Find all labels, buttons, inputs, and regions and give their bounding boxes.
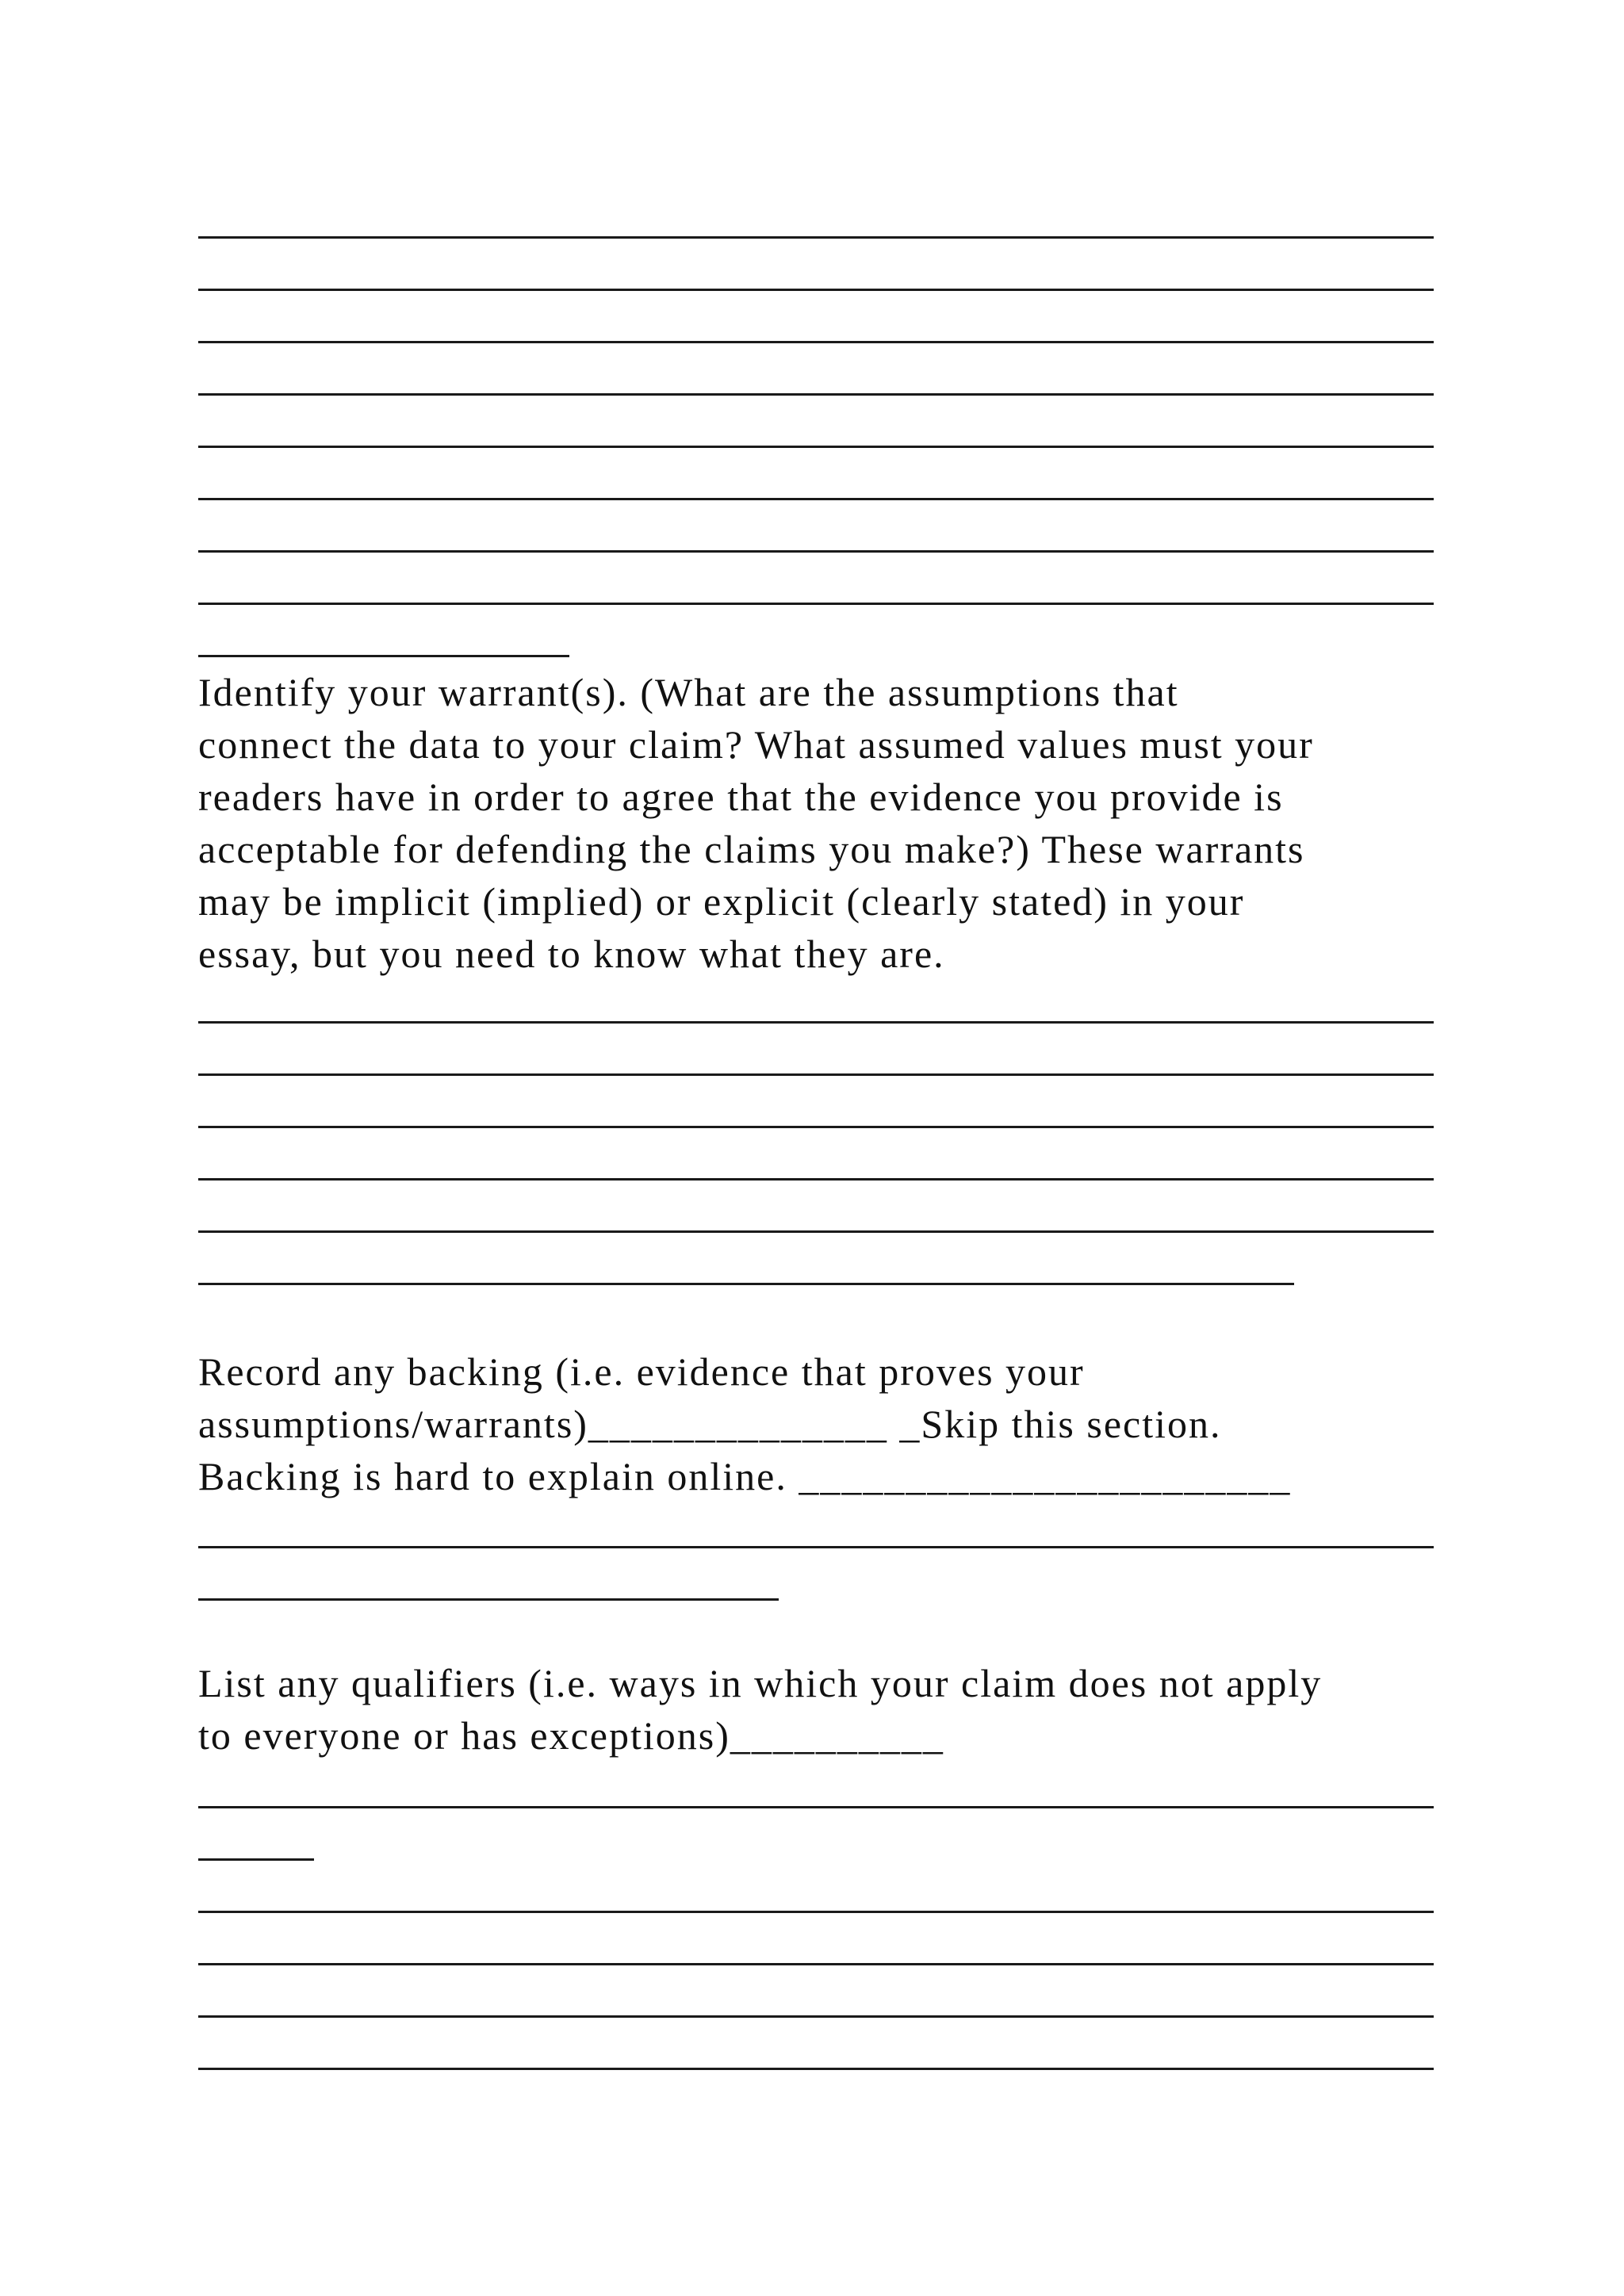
- answer-line: [198, 1230, 1434, 1233]
- answer-line: [198, 289, 1434, 291]
- answer-line: [198, 1178, 1434, 1181]
- answer-line: [198, 446, 1434, 448]
- answer-line: [198, 1911, 1434, 1913]
- answer-line: [198, 550, 1434, 553]
- answer-line: [198, 236, 1434, 239]
- answer-line: [198, 1963, 1434, 1965]
- backing-prompt: Record any backing (i.e. evidence that proves your assumptions/warrants)______________ _Skip this section. Backing is hard to explain online. _______________________: [198, 1349, 1292, 1498]
- qualifiers-prompt: List any qualifiers (i.e. ways in which your claim does not apply to everyone or has exceptions)__________: [198, 1661, 1323, 1758]
- answer-line: [198, 498, 1434, 500]
- answer-line: [198, 2068, 1434, 2070]
- answer-line: [198, 603, 1434, 605]
- answer-line: [198, 1598, 779, 1601]
- answer-line: [198, 393, 1434, 396]
- answer-line: [198, 1858, 314, 1861]
- answer-line: [198, 655, 569, 657]
- answer-line: [198, 341, 1434, 343]
- answer-line: [198, 2015, 1434, 2018]
- warrant-prompt: Identify your warrant(s). (What are the assumptions that connect the data to your claim? What assumed values must your readers have in order to agree that the evidence you provide is acceptable for defending the claims you make?) These warrants may be implicit (implied) or explicit (clearly stated) in your essay, but you need to know what they are.: [198, 670, 1314, 976]
- answer-line: [198, 1073, 1434, 1076]
- answer-line: [198, 1283, 1294, 1285]
- answer-line: [198, 1806, 1434, 1808]
- answer-line: [198, 1546, 1434, 1548]
- answer-line: [198, 1126, 1434, 1128]
- answer-line: [198, 1021, 1434, 1024]
